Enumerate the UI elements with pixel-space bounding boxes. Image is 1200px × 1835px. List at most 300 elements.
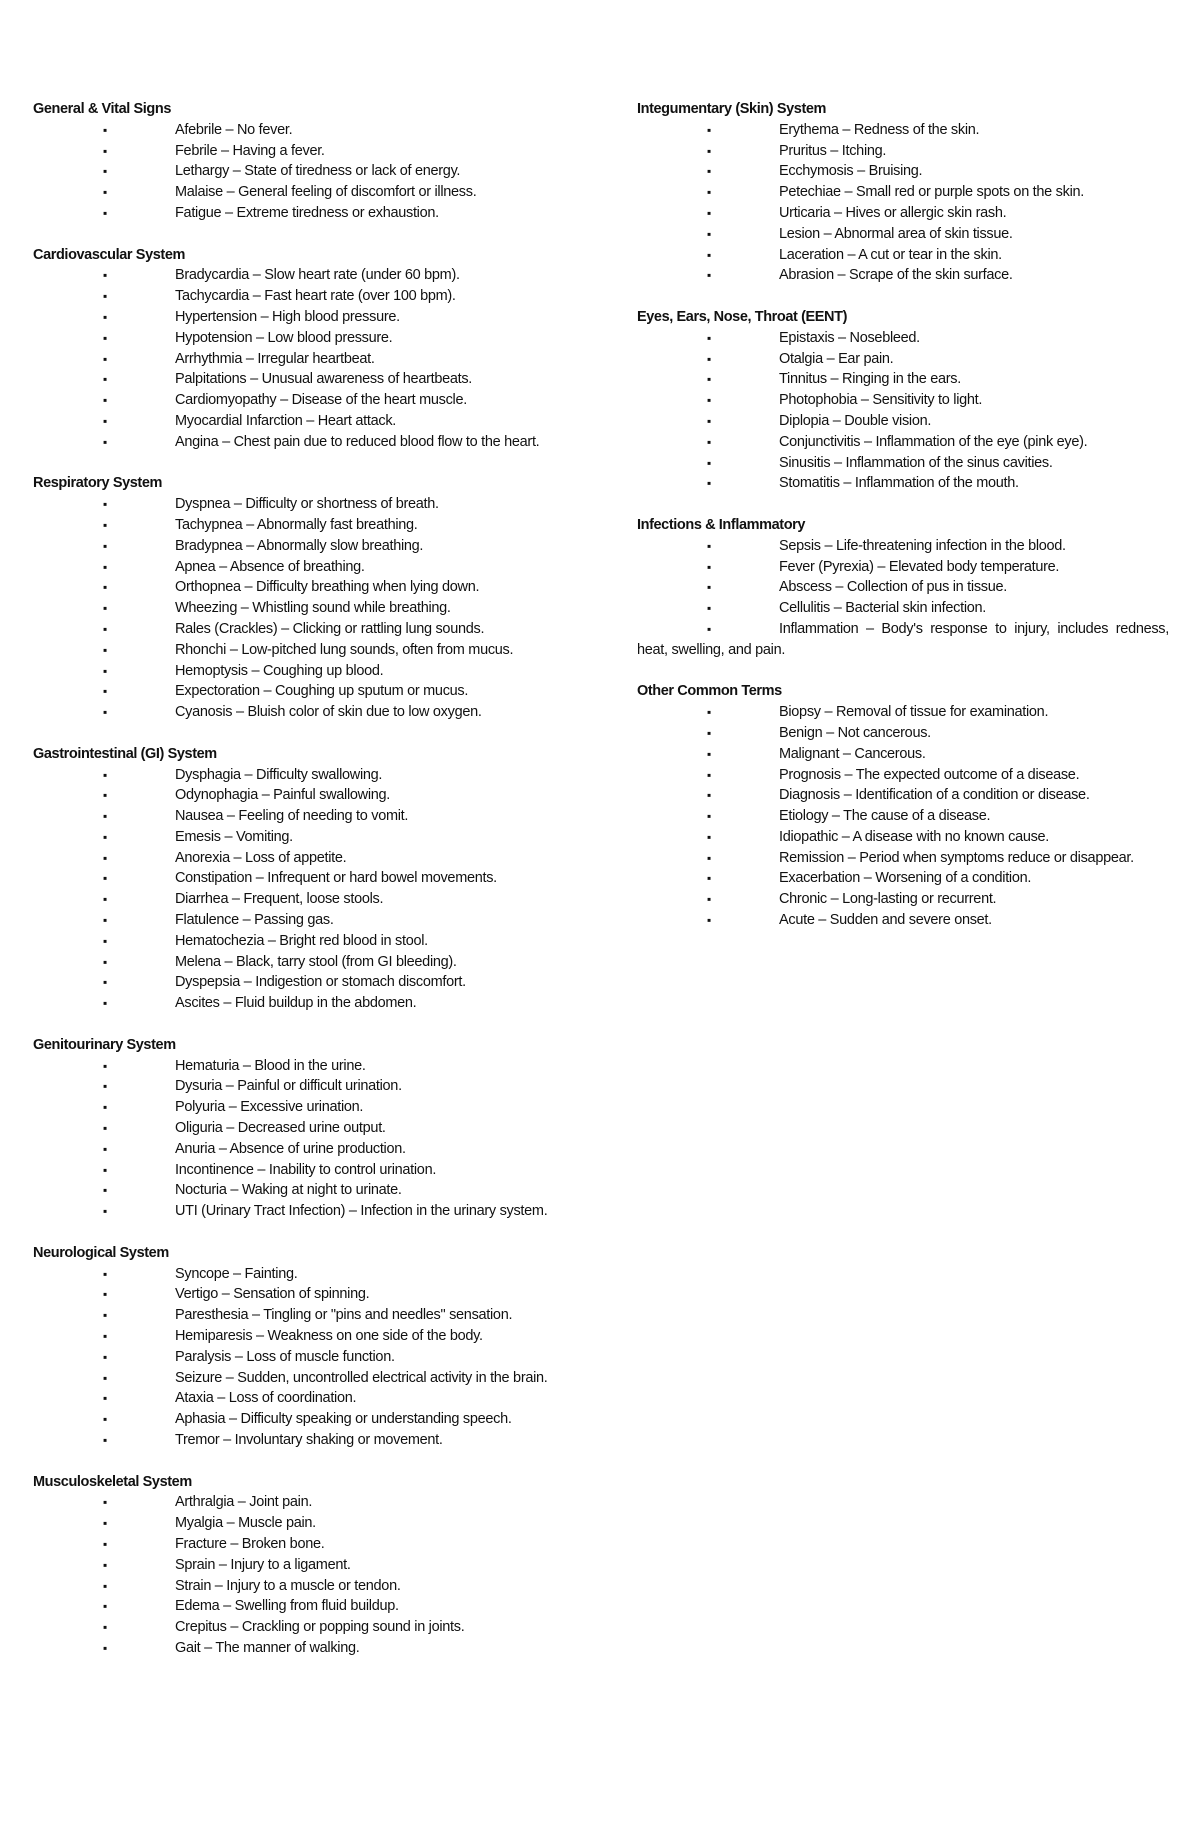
bullet-icon: ▪ [103,996,108,1011]
term-text: UTI (Urinary Tract Infection) – Infection in the urinary system. [175,1203,548,1220]
bullet-icon: ▪ [103,1183,108,1198]
term-text: Cellulitis – Bacterial skin infection. [779,600,986,617]
list-item [33,494,565,515]
bullet-icon: ▪ [103,580,108,595]
bullet-icon: ▪ [103,1349,108,1364]
term-text: Gait – The manner of walking. [175,1639,360,1656]
term-text: Seizure – Sudden, uncontrolled electrical activity in the brain. [175,1369,548,1386]
list-item [33,1264,565,1285]
list-item [33,432,565,453]
term-text: Malaise – General feeling of discomfort or illness. [175,184,477,201]
term-text: Incontinence – Inability to control urination. [175,1161,437,1178]
bullet-icon: ▪ [707,268,712,283]
bullet-icon: ▪ [707,809,712,824]
term-text: Benign – Not cancerous. [779,724,931,741]
bullet-icon: ▪ [103,1412,108,1427]
section-title: Gastrointestinal (GI) System [33,745,217,762]
list-item [637,702,1169,723]
list-item [637,723,1169,744]
bullet-icon: ▪ [103,1266,108,1281]
bullet-icon: ▪ [707,164,712,179]
bullet-icon: ▪ [707,226,712,241]
list-item [33,411,565,432]
list-item [637,349,1169,370]
term-text: Hemiparesis – Weakness on one side of the body. [175,1328,483,1345]
term-text: Rales (Crackles) – Clicking or rattling lung sounds. [175,620,485,637]
list-item [33,619,565,640]
term-text: Anorexia – Loss of appetite. [175,849,347,866]
list-item [33,681,565,702]
term-text: Biopsy – Removal of tissue for examination. [779,704,1049,721]
list-item [33,972,565,993]
bullet-icon: ▪ [103,205,108,220]
bullet-icon: ▪ [103,913,108,928]
list-item [33,1617,565,1638]
term-text: Fracture – Broken bone. [175,1535,325,1552]
bullet-icon: ▪ [707,122,712,137]
list-item [33,390,565,411]
list-item [637,245,1169,266]
list-item [33,785,565,806]
bullet-icon: ▪ [707,476,712,491]
bullet-icon: ▪ [103,1121,108,1136]
bullet-icon: ▪ [103,684,108,699]
term-list [637,536,1169,661]
bullet-icon: ▪ [103,538,108,553]
list-item [637,141,1169,162]
bullet-icon: ▪ [707,705,712,720]
list-item [33,1368,565,1389]
list-item [33,120,565,141]
list-item [33,1347,565,1368]
term-text: Sinusitis – Inflammation of the sinus cavities. [779,454,1053,471]
list-item [33,1201,565,1222]
term-text: Angina – Chest pain due to reduced blood flow to the heart. [175,433,540,450]
list-item [637,785,1169,806]
list-item [33,848,565,869]
term-text: Arthralgia – Joint pain. [175,1494,313,1511]
term-text: Hemoptysis – Coughing up blood. [175,662,384,679]
term-text: Laceration – A cut or tear in the skin. [779,246,1002,263]
bullet-icon: ▪ [707,538,712,553]
bullet-icon: ▪ [103,767,108,782]
list-item [33,827,565,848]
list-item [637,536,1169,557]
bullet-icon: ▪ [103,1308,108,1323]
section-genitourinary-system [33,1035,565,1222]
list-item [637,203,1169,224]
bullet-icon: ▪ [707,434,712,449]
section-title: Neurological System [33,1244,169,1261]
bullet-icon: ▪ [103,164,108,179]
list-item [33,286,565,307]
list-item [637,848,1169,869]
term-list [33,1056,565,1222]
list-item [637,619,1169,661]
bullet-icon: ▪ [103,1578,108,1593]
list-item [33,598,565,619]
bullet-icon: ▪ [707,850,712,865]
bullet-icon: ▪ [707,330,712,345]
list-item [637,473,1169,494]
bullet-icon: ▪ [103,268,108,283]
list-item [33,307,565,328]
bullet-icon: ▪ [103,1495,108,1510]
bullet-icon: ▪ [707,559,712,574]
list-item [637,182,1169,203]
list-item [33,1534,565,1555]
bullet-icon: ▪ [103,372,108,387]
term-text: Ecchymosis – Bruising. [779,163,923,180]
term-text: Lesion – Abnormal area of skin tissue. [779,225,1013,242]
bullet-icon: ▪ [103,788,108,803]
list-item [33,557,565,578]
term-list [33,1492,565,1658]
list-item [33,640,565,661]
list-item [33,349,565,370]
list-item [33,661,565,682]
section-other-common-terms [637,681,1169,931]
term-text: Remission – Period when symptoms reduce or disappear. [779,849,1134,866]
term-text: Malignant – Cancerous. [779,745,926,762]
section-title: Respiratory System [33,475,162,492]
list-item [33,1097,565,1118]
term-text: Polyuria – Excessive urination. [175,1099,364,1116]
bullet-icon: ▪ [103,1100,108,1115]
term-list [33,120,565,224]
bullet-icon: ▪ [103,1058,108,1073]
list-item [33,369,565,390]
term-text: Arrhythmia – Irregular heartbeat. [175,350,375,367]
section-title: Infections & Inflammatory [637,516,806,533]
bullet-icon: ▪ [103,413,108,428]
bullet-icon: ▪ [103,850,108,865]
list-item [637,868,1169,889]
term-text: Vertigo – Sensation of spinning. [175,1286,370,1303]
bullet-icon: ▪ [103,601,108,616]
list-item [33,765,565,786]
list-item [637,224,1169,245]
list-item [637,557,1169,578]
section-title: Musculoskeletal System [33,1473,192,1490]
bullet-icon: ▪ [103,642,108,657]
term-text: Stomatitis – Inflammation of the mouth. [779,475,1019,492]
list-item [33,993,565,1014]
bullet-icon: ▪ [103,185,108,200]
bullet-icon: ▪ [707,247,712,262]
bullet-icon: ▪ [707,767,712,782]
bullet-icon: ▪ [707,601,712,616]
term-list [637,702,1169,931]
bullet-icon: ▪ [707,143,712,158]
term-text: Tachypnea – Abnormally fast breathing. [175,516,418,533]
term-text: Odynophagia – Painful swallowing. [175,787,390,804]
term-text: Abrasion – Scrape of the skin surface. [779,267,1013,284]
section-gastrointestinal-gi-system [33,744,565,1014]
list-item [33,1284,565,1305]
term-text: Apnea – Absence of breathing. [175,558,365,575]
bullet-icon: ▪ [103,1079,108,1094]
bullet-icon: ▪ [103,1391,108,1406]
term-list [33,265,565,452]
bullet-icon: ▪ [707,185,712,200]
term-text: Constipation – Infrequent or hard bowel movements. [175,870,497,887]
list-item [33,952,565,973]
list-item [637,265,1169,286]
list-item [33,141,565,162]
bullet-icon: ▪ [103,1370,108,1385]
term-text: Nocturia – Waking at night to urinate. [175,1182,402,1199]
bullet-icon: ▪ [707,913,712,928]
list-item [637,453,1169,474]
bullet-icon: ▪ [103,330,108,345]
bullet-icon: ▪ [103,1287,108,1302]
list-item [33,1160,565,1181]
list-item [33,182,565,203]
bullet-icon: ▪ [707,455,712,470]
list-item [33,1180,565,1201]
section-title: Cardiovascular System [33,246,185,263]
list-item [33,1139,565,1160]
term-text: Emesis – Vomiting. [175,828,293,845]
list-item [33,536,565,557]
term-text: Edema – Swelling from fluid buildup. [175,1598,399,1615]
bullet-icon: ▪ [707,871,712,886]
bullet-icon: ▪ [103,309,108,324]
term-text: Acute – Sudden and severe onset. [779,912,992,929]
right-column [637,99,1169,952]
left-column [33,99,565,1680]
list-item [33,889,565,910]
term-list [637,328,1169,494]
section-infections-inflammatory [637,515,1169,661]
bullet-icon: ▪ [103,143,108,158]
list-item [33,1409,565,1430]
list-item [637,120,1169,141]
section-title: Eyes, Ears, Nose, Throat (EENT) [637,308,847,325]
term-text: Diagnosis – Identification of a condition or disease. [779,787,1090,804]
term-text: Aphasia – Difficulty speaking or understanding speech. [175,1411,512,1428]
term-text: Melena – Black, tarry stool (from GI bleeding). [175,953,457,970]
list-item [637,161,1169,182]
list-item [637,369,1169,390]
term-text: Dyspepsia – Indigestion or stomach discomfort. [175,974,466,991]
term-text: Diarrhea – Frequent, loose stools. [175,891,384,908]
term-text: Dyspnea – Difficulty or shortness of breath. [175,496,439,513]
term-text: Otalgia – Ear pain. [779,350,894,367]
bullet-icon: ▪ [103,975,108,990]
term-list [33,1264,565,1451]
term-text: Paresthesia – Tingling or "pins and needles" sensation. [175,1307,513,1324]
term-text: Dysphagia – Difficulty swallowing. [175,766,383,783]
term-text: Lethargy – State of tiredness or lack of energy. [175,163,461,180]
bullet-icon: ▪ [103,393,108,408]
bullet-icon: ▪ [707,413,712,428]
section-cardiovascular-system [33,245,565,453]
term-text: Palpitations – Unusual awareness of heartbeats. [175,371,473,388]
term-text: Exacerbation – Worsening of a condition. [779,870,1032,887]
bullet-icon: ▪ [103,1599,108,1614]
bullet-icon: ▪ [103,1536,108,1551]
bullet-icon: ▪ [103,1557,108,1572]
term-text: Dysuria – Painful or difficult urination. [175,1078,402,1095]
section-integumentary-skin-system [637,99,1169,286]
list-item [33,910,565,931]
bullet-icon: ▪ [103,809,108,824]
term-text: Ataxia – Loss of coordination. [175,1390,357,1407]
list-item [33,328,565,349]
term-text: Bradycardia – Slow heart rate (under 60 bpm). [175,267,460,284]
bullet-icon: ▪ [103,497,108,512]
list-item [33,868,565,889]
section-title: General & Vital Signs [33,101,171,117]
term-text: Hematuria – Blood in the urine. [175,1057,366,1074]
list-item [637,765,1169,786]
term-text: Rhonchi – Low-pitched lung sounds, often from mucus. [175,641,514,658]
term-text: Etiology – The cause of a disease. [779,808,991,825]
list-item [637,827,1169,848]
list-item [637,806,1169,827]
bullet-icon: ▪ [103,122,108,137]
term-text: Petechiae – Small red or purple spots on the skin. [779,184,1084,201]
bullet-icon: ▪ [103,1516,108,1531]
bullet-icon: ▪ [103,517,108,532]
term-text: Strain – Injury to a muscle or tendon. [175,1577,401,1594]
term-text: Inflammation – Body's response to injury, includes redness, heat, swelling, and pain. [637,620,1169,658]
list-item [33,1388,565,1409]
list-item [637,432,1169,453]
list-item [33,1118,565,1139]
list-item [33,265,565,286]
term-text: Prognosis – The expected outcome of a disease. [779,766,1080,783]
term-list [33,765,565,1015]
term-text: Epistaxis – Nosebleed. [779,329,920,346]
list-item [33,1576,565,1597]
term-list [33,494,565,723]
term-text: Ascites – Fluid buildup in the abdomen. [175,995,417,1012]
bullet-icon: ▪ [103,663,108,678]
term-text: Fever (Pyrexia) – Elevated body temperature. [779,558,1060,575]
term-text: Febrile – Having a fever. [175,142,325,159]
list-item [637,598,1169,619]
bullet-icon: ▪ [103,351,108,366]
term-text: Nausea – Feeling of needing to vomit. [175,808,409,825]
bullet-icon: ▪ [103,1329,108,1344]
bullet-icon: ▪ [103,892,108,907]
list-item [637,910,1169,931]
list-item [33,1076,565,1097]
bullet-icon: ▪ [707,788,712,803]
term-text: Cardiomyopathy – Disease of the heart muscle. [175,392,467,409]
section-title: Genitourinary System [33,1036,176,1053]
term-text: Paralysis – Loss of muscle function. [175,1348,395,1365]
bullet-icon: ▪ [707,580,712,595]
bullet-icon: ▪ [707,829,712,844]
term-text: Myocardial Infarction – Heart attack. [175,412,396,429]
list-item [33,1430,565,1451]
bullet-icon: ▪ [103,1141,108,1156]
term-text: Hypotension – Low blood pressure. [175,329,393,346]
bullet-icon: ▪ [103,434,108,449]
term-text: Abscess – Collection of pus in tissue. [779,579,1007,596]
bullet-icon: ▪ [103,871,108,886]
list-item [637,390,1169,411]
term-text: Conjunctivitis – Inflammation of the eye (pink eye). [779,433,1088,450]
term-text: Pruritus – Itching. [779,142,887,159]
list-item [637,889,1169,910]
list-item [637,411,1169,432]
list-item [33,1596,565,1617]
term-text: Hypertension – High blood pressure. [175,308,400,325]
section-title: Other Common Terms [637,683,782,700]
bullet-icon: ▪ [103,1620,108,1635]
bullet-icon: ▪ [103,1204,108,1219]
section-general-vital-signs [33,99,565,224]
list-item [33,515,565,536]
term-text: Afebrile – No fever. [175,121,293,138]
bullet-icon: ▪ [707,621,712,636]
bullet-icon: ▪ [103,705,108,720]
term-text: Wheezing – Whistling sound while breathing. [175,600,451,617]
term-text: Crepitus – Crackling or popping sound in joints. [175,1619,465,1636]
list-item [33,931,565,952]
term-text: Oliguria – Decreased urine output. [175,1120,386,1137]
list-item [33,577,565,598]
list-item [637,744,1169,765]
term-text: Orthopnea – Difficulty breathing when lying down. [175,579,480,596]
term-text: Tinnitus – Ringing in the ears. [779,371,961,388]
bullet-icon: ▪ [103,621,108,636]
section-musculoskeletal-system [33,1472,565,1659]
term-text: Tremor – Involuntary shaking or movement. [175,1432,443,1448]
list-item [33,1513,565,1534]
term-text: Photophobia – Sensitivity to light. [779,392,983,409]
term-text: Tachycardia – Fast heart rate (over 100 bpm). [175,288,456,305]
term-text: Expectoration – Coughing up sputum or mucus. [175,683,469,700]
list-item [33,702,565,723]
list-item [637,577,1169,598]
list-item [637,328,1169,349]
term-text: Fatigue – Extreme tiredness or exhaustion. [175,204,439,221]
term-text: Idiopathic – A disease with no known cause. [779,828,1050,845]
bullet-icon: ▪ [103,829,108,844]
term-text: Cyanosis – Bluish color of skin due to low oxygen. [175,704,482,721]
list-item [33,161,565,182]
bullet-icon: ▪ [103,1640,108,1655]
bullet-icon: ▪ [103,1433,108,1447]
term-text: Sprain – Injury to a ligament. [175,1556,351,1573]
section-title: Integumentary (Skin) System [637,101,827,117]
term-text: Diplopia – Double vision. [779,412,932,429]
term-text: Hematochezia – Bright red blood in stool. [175,932,428,949]
section-eyes-ears-nose-throat-eent [637,307,1169,494]
term-text: Chronic – Long-lasting or recurrent. [779,891,997,908]
bullet-icon: ▪ [103,1162,108,1177]
list-item [33,1492,565,1513]
bullet-icon: ▪ [707,746,712,761]
bullet-icon: ▪ [707,393,712,408]
list-item [33,1056,565,1077]
bullet-icon: ▪ [707,205,712,220]
term-text: Urticaria – Hives or allergic skin rash. [779,204,1007,221]
bullet-icon: ▪ [103,954,108,969]
term-text: Flatulence – Passing gas. [175,912,334,929]
term-text: Myalgia – Muscle pain. [175,1515,316,1532]
bullet-icon: ▪ [707,892,712,907]
bullet-icon: ▪ [103,289,108,304]
section-neurological-system [33,1243,565,1451]
list-item [33,1305,565,1326]
